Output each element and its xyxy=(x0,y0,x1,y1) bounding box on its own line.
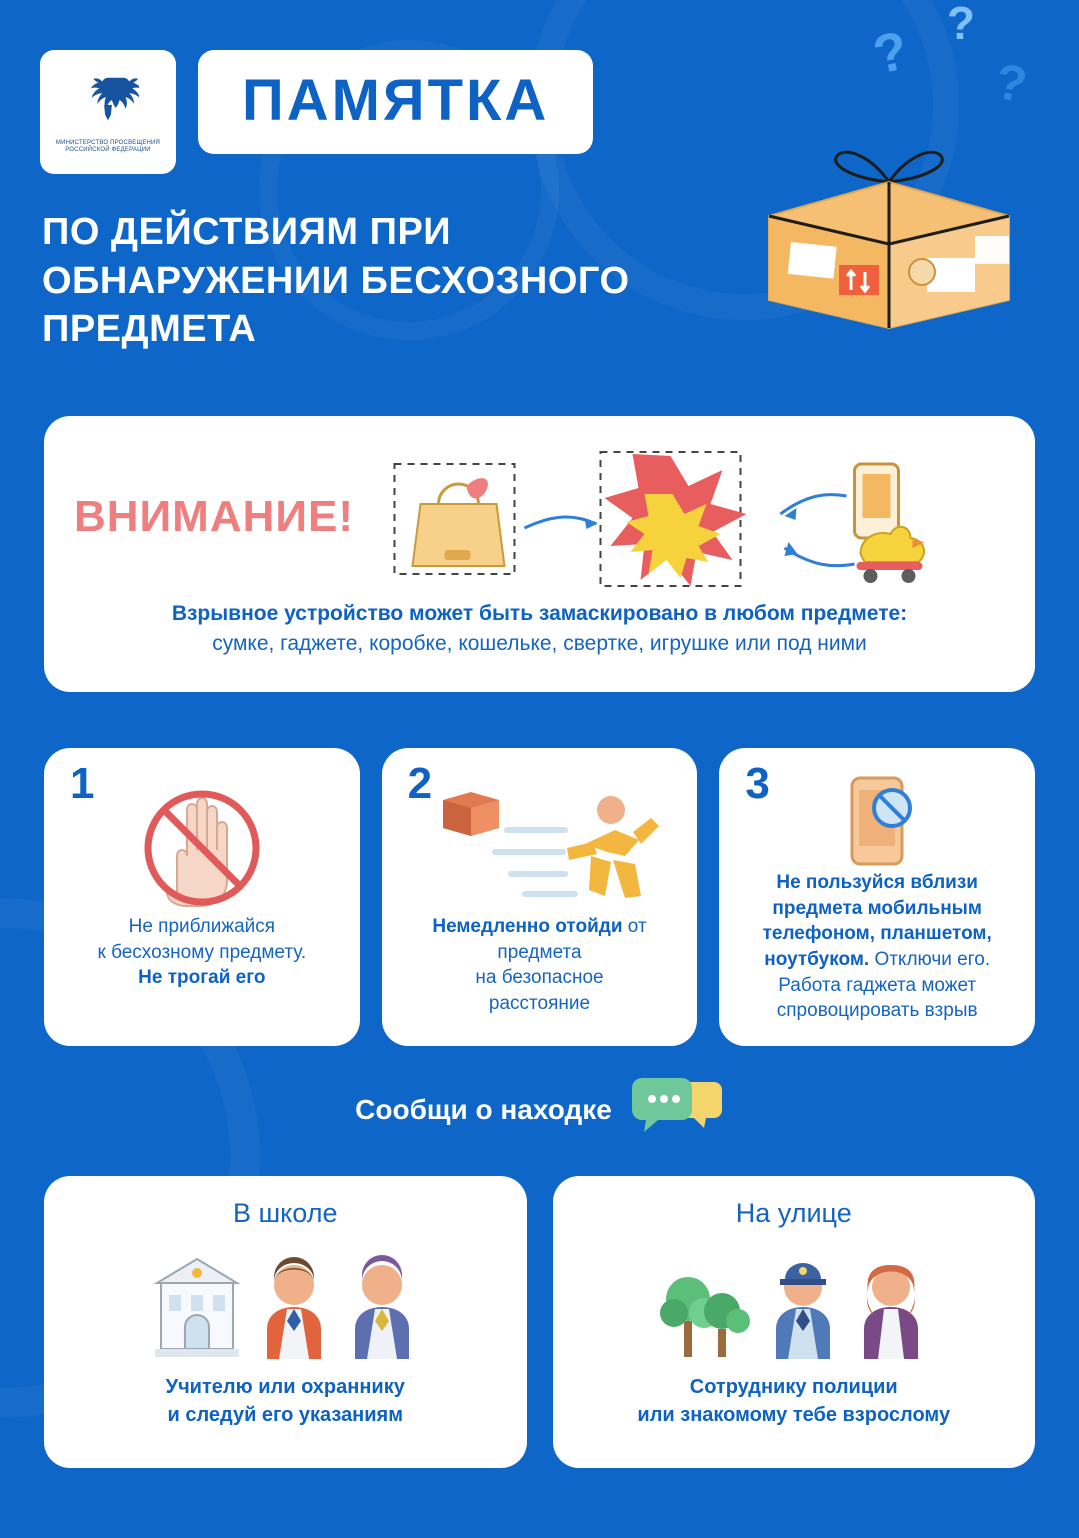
school-text-line1: Учителю или охраннику xyxy=(165,1376,405,1398)
no-phone-icon xyxy=(737,774,1017,870)
step1-line2: к бесхозному предмету. xyxy=(97,941,307,963)
question-mark-icon: ? xyxy=(946,0,975,49)
step-number: 1 xyxy=(70,759,95,808)
step-card-2 xyxy=(382,748,698,1046)
school-card-illustration xyxy=(64,1239,507,1359)
street-text-line2: или знакомому тебе взрослому xyxy=(637,1404,951,1426)
double-headed-eagle-icon xyxy=(77,70,139,136)
street-card-text xyxy=(573,1373,1016,1429)
school-building-icon xyxy=(151,1255,243,1359)
package-illustration xyxy=(739,120,1039,330)
step2-line2: на безопасное xyxy=(475,967,604,989)
step2-line1: от предмета xyxy=(497,916,647,963)
emblem-caption: МИНИСТЕРСТВО ПРОСВЕЩЕНИЯ РОССИЙСКОЙ ФЕДЕРАЦИИ xyxy=(55,139,161,153)
question-mark-icon: ? xyxy=(868,20,913,86)
attention-line-1: Взрывное устройство может быть замаскировано в любом предмете: xyxy=(171,602,908,625)
attention-line-2: сумке, гаджете, коробке, кошельке, свертке, игрушке или под ними xyxy=(212,632,867,655)
report-card-street xyxy=(553,1176,1036,1468)
step-card-1 xyxy=(44,748,360,1046)
running-person-icon xyxy=(400,774,680,914)
no-touch-hand-icon xyxy=(62,774,342,914)
school-text-line2: и следуй его указаниям xyxy=(167,1404,404,1426)
report-banner xyxy=(0,1076,1079,1143)
attention-title: ВНИМАНИЕ! xyxy=(74,492,355,541)
report-card-school xyxy=(44,1176,527,1468)
page-title: ПАМЯТКА xyxy=(242,68,550,133)
report-label: Сообщи о находке xyxy=(355,1093,612,1125)
step-description-3 xyxy=(737,870,1017,1024)
step3-line3: спровоцировать взрыв xyxy=(776,1000,978,1022)
school-card-text xyxy=(64,1373,507,1429)
question-mark-icon: ? xyxy=(991,52,1032,114)
street-card-illustration xyxy=(573,1239,1016,1359)
ministry-emblem xyxy=(40,50,176,174)
teacher-icon xyxy=(257,1255,331,1359)
poster-title-pill xyxy=(198,50,593,154)
step-number: 3 xyxy=(745,759,770,808)
police-officer-icon xyxy=(766,1255,840,1359)
steps-row xyxy=(44,748,1035,1046)
trees-icon xyxy=(660,1255,752,1359)
step-number: 2 xyxy=(407,759,433,808)
page-subtitle: ПО ДЕЙСТВИЯМ ПРИ ОБНАРУЖЕНИИ БЕСХОЗНОГО ПРЕДМЕТА xyxy=(42,211,630,351)
street-text-line1: Сотруднику полиции xyxy=(689,1376,898,1398)
step1-bold: Не трогай его xyxy=(138,967,266,989)
guard-icon xyxy=(345,1255,419,1359)
step2-line3: расстояние xyxy=(488,992,591,1014)
step-description-1 xyxy=(62,914,342,991)
step-description-2 xyxy=(400,914,680,1017)
adult-woman-icon xyxy=(854,1255,928,1359)
school-card-title: В школе xyxy=(233,1198,338,1228)
step3-line1: Отключи его. xyxy=(874,948,991,970)
step3-line2: Работа гаджета может xyxy=(778,974,977,996)
step3-bold: Не пользуйся вблизи предмета мобильным телефоном, планшетом, ноутбуком. xyxy=(762,872,992,970)
bottom-cards-row xyxy=(44,1176,1035,1468)
step2-bold: Немедленно отойди xyxy=(432,916,623,937)
step1-line1: Не приближайся xyxy=(128,916,276,937)
street-card-title: На улице xyxy=(735,1198,852,1228)
step-card-3 xyxy=(719,748,1035,1046)
attention-card xyxy=(44,416,1035,692)
disguised-objects-illustration xyxy=(364,442,1005,592)
speech-bubbles-icon xyxy=(630,1076,724,1143)
